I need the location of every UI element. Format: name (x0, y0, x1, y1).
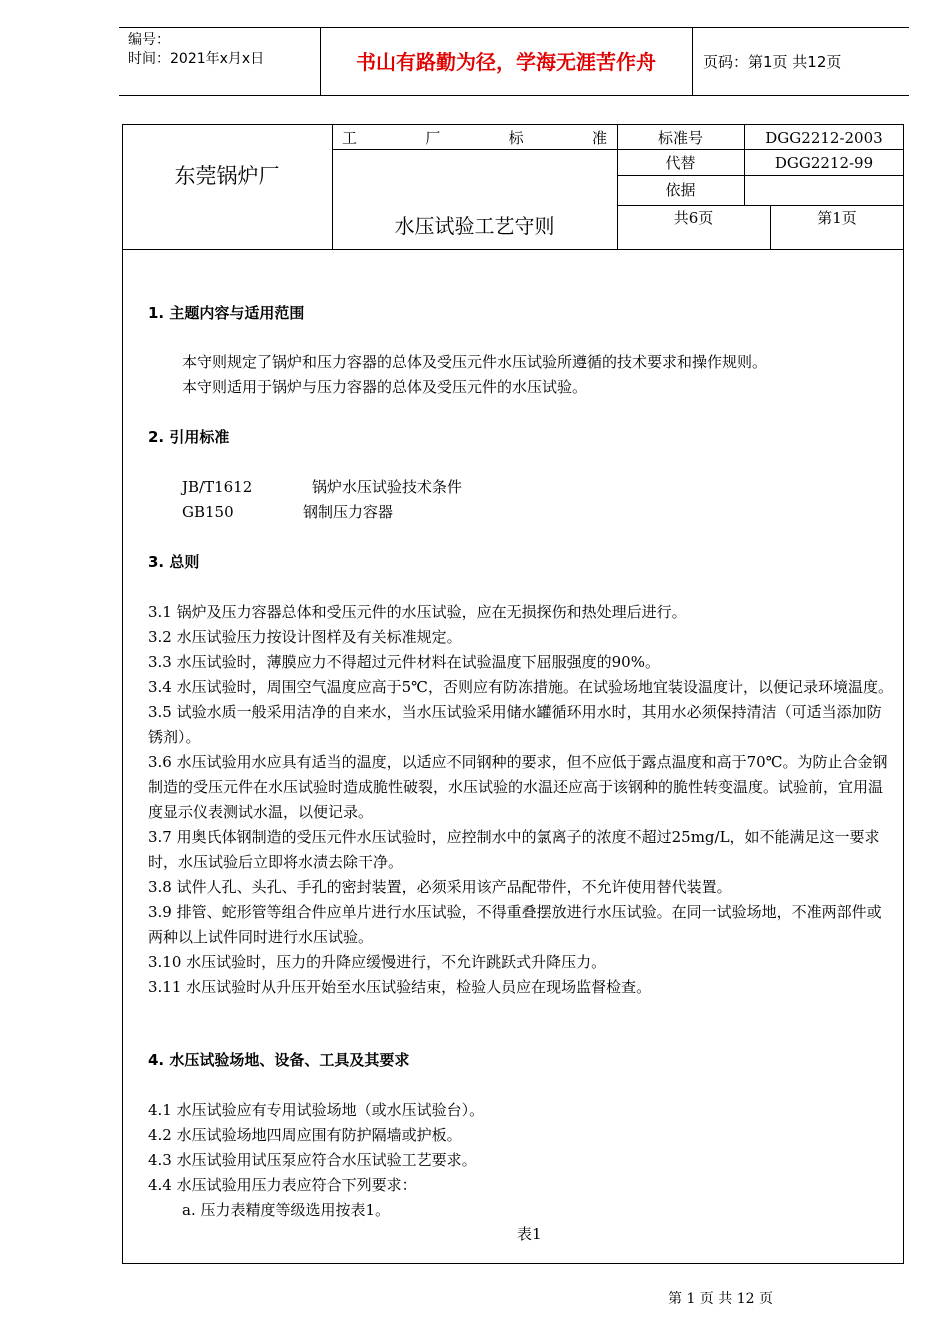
total-pages: 共6页 (673, 209, 714, 227)
standard-char: 标 (508, 129, 524, 147)
clause-item: 4.1 水压试验应有专用试验场地（或水压试验台）。 (148, 1101, 485, 1119)
clause-item: 3.1 锅炉及压力容器总体和受压元件的水压试验，应在无损探伤和热处理后进行。 (148, 603, 687, 621)
standard-type-label (342, 128, 607, 148)
document-time-label: 时间：2021年x月x日 (128, 51, 265, 67)
clause-item: 3.10 水压试验时，压力的升降应缓慢进行，不允许跳跃式升降压力。 (148, 953, 607, 971)
standard-number-value: DGG2212-2003 (765, 129, 883, 147)
clause-item: 3.3 水压试验时，薄膜应力不得超过元件材料在试验温度下屈服强度的90%。 (148, 653, 660, 671)
clause-item: 3.8 试件人孔、头孔、手孔的密封装置，必须采用该产品配带件，不允许使用替代装置。 (148, 878, 732, 896)
current-page: 第1页 (817, 209, 857, 227)
clause-item: 4.4 水压试验用压力表应符合下列要求： (148, 1176, 417, 1194)
section-3-title: 3. 总则 (148, 553, 200, 571)
standard-char: 厂 (425, 129, 441, 147)
replace-value: DGG2212-99 (774, 154, 874, 172)
replace-label: 代替 (665, 154, 696, 172)
standard-number-label: 标准号 (657, 129, 703, 147)
clause-item: 3.11 水压试验时从升压开始至水压试验结束，检验人员应在现场监督检查。 (148, 978, 652, 996)
header-motto: 书山有路勤为径，学海无涯苦作舟 (356, 50, 656, 74)
standard-char: 工 (342, 129, 358, 147)
document-number-label: 编号： (128, 32, 170, 48)
company-name: 东莞锅炉厂 (174, 164, 280, 188)
clause-item: 4.3 水压试验用试压泵应符合水压试验工艺要求。 (148, 1151, 477, 1169)
section-4-list (148, 1098, 896, 1198)
header-page-label: 页码：第1页 共12页 (703, 53, 842, 71)
section-1-para-1: 本守则规定了锅炉和压力容器的总体及受压元件水压试验所遵循的技术要求和操作规则。 (182, 353, 768, 371)
clause-item: 3.4 水压试验时，周围空气温度应高于5℃，否则应有防冻措施。在试验场地宜装设温度计，以便记录环境温度。 (148, 678, 893, 696)
clause-item: 3.6 水压试验用水应具有适当的温度，以适应不同钢种的要求，但不应低于露点温度和高于70℃。为防止合金钢制造的受压元件在水压试验时造成脆性破裂，水压试验的水温还应高于该钢种的脆性转变温度。试验前，宜用温度显示仪表测试水温，以便记录。 (148, 753, 888, 821)
clause-item: 4.2 水压试验场地四周应围有防护隔墙或护板。 (148, 1126, 462, 1144)
section-1-title: 1. 主题内容与适用范围 (148, 304, 305, 322)
document-title: 水压试验工艺守则 (394, 214, 555, 238)
table-caption: 表1 (517, 1225, 542, 1243)
reference-name: 钢制压力容器 (303, 503, 394, 521)
standard-char: 准 (591, 129, 607, 147)
clause-item: 3.5 试验水质一般采用洁净的自来水，当水压试验采用储水罐循环用水时，其用水必须保持清洁（可适当添加防锈剂）。 (148, 703, 882, 746)
section-1-para-2: 本守则适用于锅炉与压力容器的总体及受压元件的水压试验。 (182, 378, 588, 396)
basis-label: 依据 (665, 181, 696, 199)
clause-item: 3.2 水压试验压力按设计图样及有关标准规定。 (148, 628, 462, 646)
footer-page-number: 第 1 页 共 12 页 (668, 1291, 773, 1307)
reference-code: JB/T1612 (182, 478, 253, 496)
clause-subitem: a. 压力表精度等级选用按表1。 (182, 1201, 391, 1219)
reference-code: GB150 (182, 503, 234, 521)
clause-item: 3.7 用奥氏体钢制造的受压元件水压试验时，应控制水中的氯离子的浓度不超过25mg/L，如不能满足这一要求时，水压试验后立即将水渍去除干净。 (148, 828, 880, 871)
section-4-title: 4. 水压试验场地、设备、工具及其要求 (148, 1051, 410, 1069)
clause-item: 3.9 排管、蛇形管等组合件应单片进行水压试验，不得重叠摆放进行水压试验。在同一试验场地，不准两部件或两种以上试件同时进行水压试验。 (148, 903, 882, 946)
reference-name: 锅炉水压试验技术条件 (312, 478, 463, 496)
section-2-title: 2. 引用标准 (148, 428, 230, 446)
section-3-list (148, 600, 896, 1000)
